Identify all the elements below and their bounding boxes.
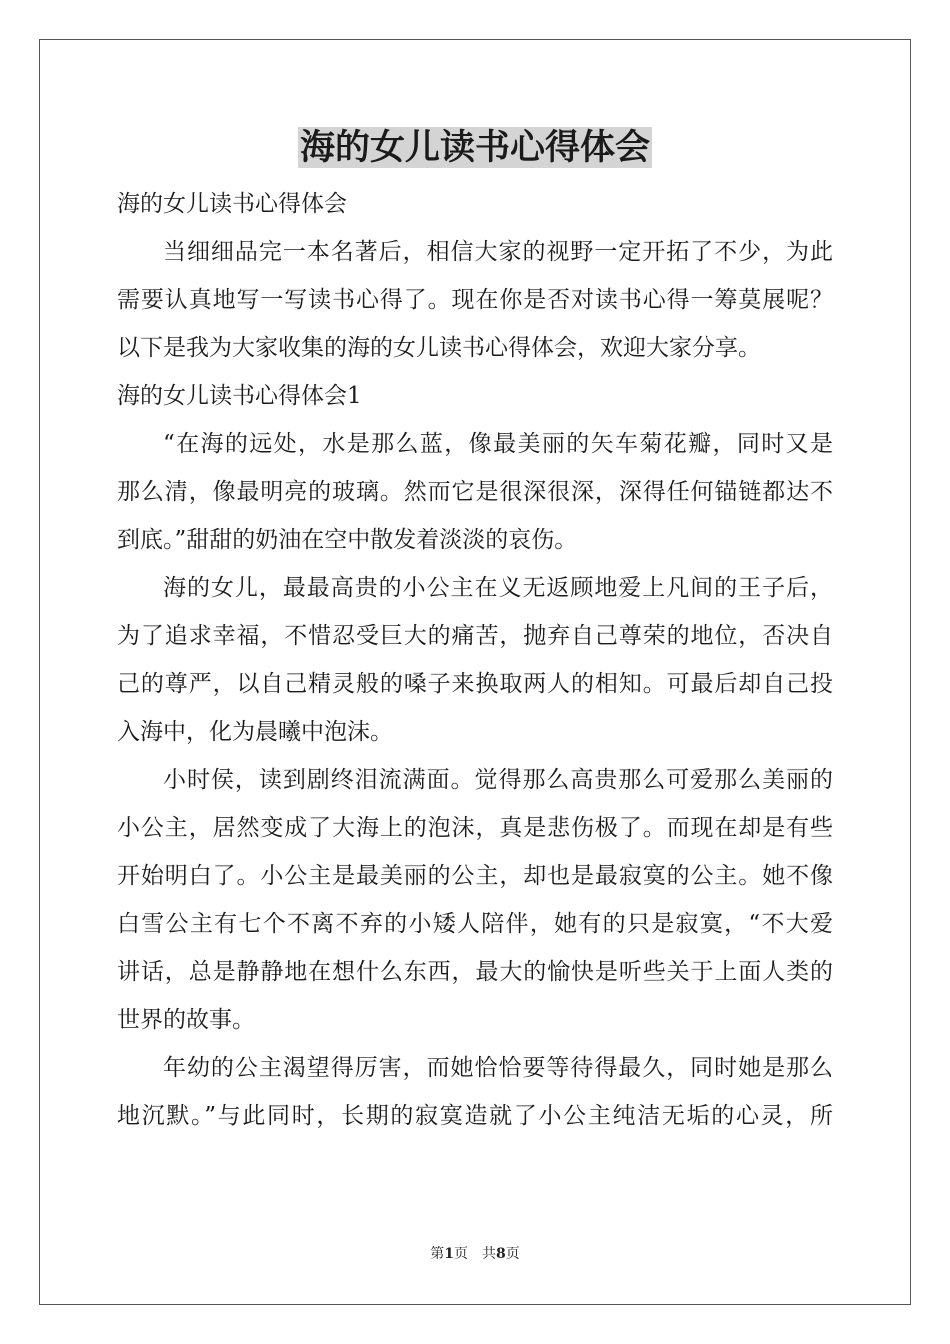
intro-line: 需要认真地写一写读书心得了。现在你是否对读书心得一筹莫展呢？ [117, 287, 833, 313]
page-footer [0, 1244, 950, 1264]
paragraph-line: 己的尊严，以自己精灵般的嗓子来换取两人的相知。可最后却自己投 [117, 671, 833, 697]
paragraph-line: 白雪公主有七个不离不弃的小矮人陪伴，她有的只是寂寞，“不大爱 [117, 911, 833, 937]
paragraph-line: 入海中，化为晨曦中泡沫。 [117, 719, 393, 745]
paragraph-line: “在海的远处，水是那么蓝，像最美丽的矢车菊花瓣，同时又是 [163, 431, 833, 457]
total-pages-number: 8 [496, 1246, 506, 1262]
section-heading: 海的女儿读书心得体会1 [117, 383, 362, 409]
paragraph-line: 地沉默。”与此同时，长期的寂寞造就了小公主纯洁无垢的心灵，所 [117, 1103, 833, 1129]
page-suffix: 页 [505, 1246, 520, 1262]
paragraph-line: 讲话，总是静静地在想什么东西，最大的愉快是听些关于上面人类的 [117, 959, 833, 985]
document-title [0, 126, 950, 170]
paragraph-line: 小公主，居然变成了大海上的泡沫，真是悲伤极了。而现在却是有些 [117, 815, 833, 841]
document-body [117, 180, 833, 1140]
paragraph-line: 小时侯，读到剧终泪流满面。觉得那么高贵那么可爱那么美丽的 [163, 767, 833, 793]
current-page-number: 1 [444, 1246, 454, 1262]
paragraph-line: 海的女儿，最最高贵的小公主在义无返顾地爱上凡间的王子后， [163, 575, 833, 601]
intro-line: 以下是我为大家收集的海的女儿读书心得体会，欢迎大家分享。 [117, 335, 761, 361]
page-prefix: 第 [430, 1246, 445, 1262]
document-subtitle: 海的女儿读书心得体会 [117, 191, 347, 217]
page-mid: 页 共 [454, 1246, 496, 1262]
paragraph-line: 到底。”甜甜的奶油在空中散发着淡淡的哀伤。 [117, 527, 578, 553]
paragraph-line: 为了追求幸福，不惜忍受巨大的痛苦，抛弃自己尊荣的地位，否决自 [117, 623, 833, 649]
paragraph-line: 世界的故事。 [117, 1007, 255, 1033]
paragraph-line: 开始明白了。小公主是最美丽的公主，却也是最寂寞的公主。她不像 [117, 863, 833, 889]
paragraph-line: 年幼的公主渴望得厉害，而她恰恰要等待得最久，同时她是那么 [163, 1055, 833, 1081]
paragraph-line: 那么清，像最明亮的玻璃。然而它是很深很深，深得任何锚链都达不 [117, 479, 833, 505]
intro-line: 当细细品完一本名著后，相信大家的视野一定开拓了不少，为此 [163, 239, 833, 265]
document-title-text: 海的女儿读书心得体会 [299, 127, 650, 168]
